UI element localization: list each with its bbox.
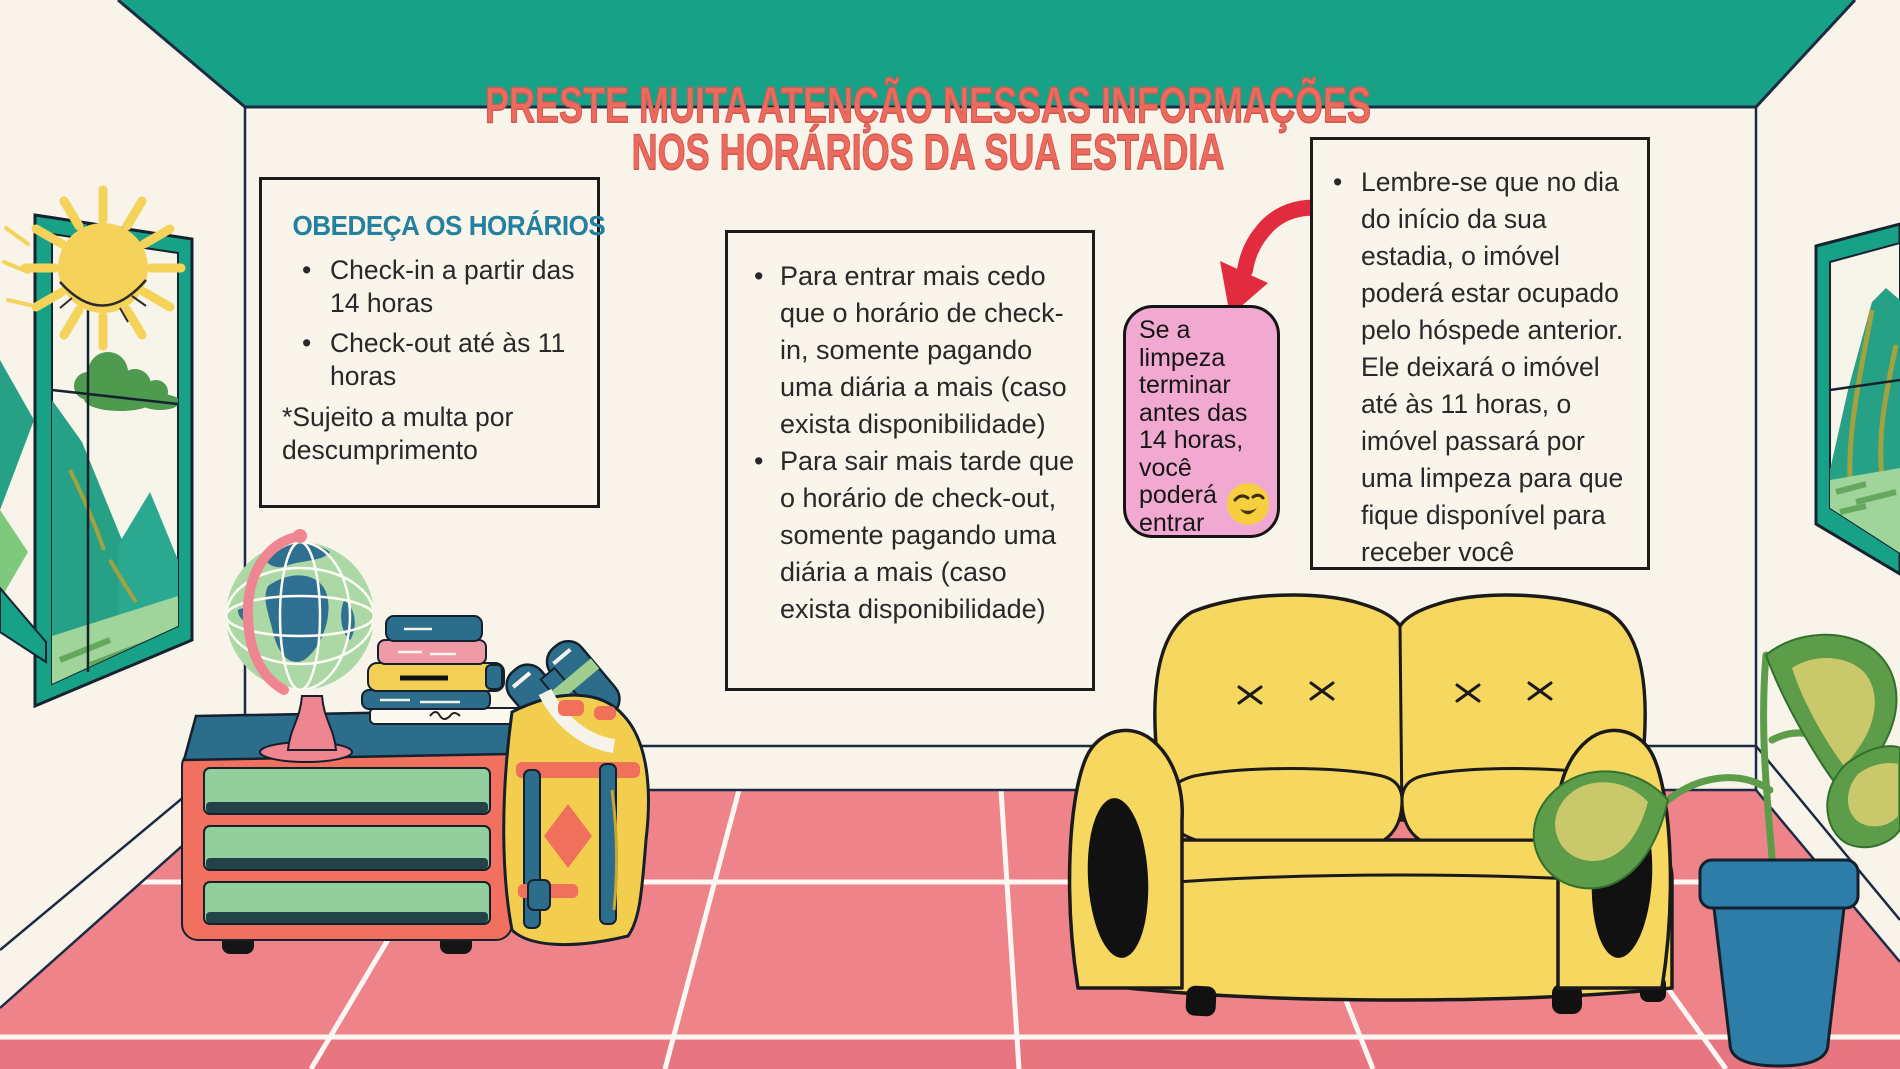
title-line-2: NOS HORÁRIOS DA SUA ESTADIA	[631, 124, 1225, 180]
schedule-list	[282, 254, 581, 393]
reminder-list	[1325, 164, 1639, 571]
schedule-box-heading: OBEDEÇA OS HORÁRIOS	[292, 210, 606, 241]
book-stack	[362, 616, 526, 724]
reminder-box	[1310, 137, 1650, 570]
dresser	[182, 710, 524, 954]
cleaning-bubble	[1123, 305, 1280, 538]
fees-list	[742, 258, 1080, 628]
backpack	[504, 692, 649, 945]
schedule-footnote: *Sujeito a multa por descumprimento	[282, 402, 514, 465]
winking-face-icon	[1225, 481, 1271, 527]
right-window	[1816, 224, 1900, 574]
schedule-item-checkin: • Check-in a partir das 14 horas	[282, 254, 581, 320]
cleaning-bubble-text: Se a limpeza terminar antes das 14 horas, você poderá entrar	[1139, 316, 1248, 537]
schedule-item-checkout: • Check-out até às 11 horas	[282, 327, 581, 393]
schedule-box	[259, 177, 606, 508]
fees-item-early: • Para entrar mais cedo que o horário de check-in, somente pagando uma diária a mais (caso exista disponibilidade)	[742, 258, 1080, 443]
left-window	[0, 190, 192, 706]
title-line-1: PRESTE MUITA ATENÇÃO NESSAS INFORMAÇÕES	[484, 77, 1372, 133]
reminder-item: • Lembre-se que no dia do início da sua estadia, o imóvel poderá estar ocupado pelo hóspede anterior. Ele deixará o imóvel até às 11 horas, o imóvel passará por uma limpeza para que fique disponível para receber você	[1325, 164, 1639, 571]
fees-item-late: • Para sair mais tarde que o horário de check-out, somente pagando uma diária a mais (caso exista disponibilidade)	[742, 443, 1080, 628]
fees-box	[725, 230, 1095, 691]
